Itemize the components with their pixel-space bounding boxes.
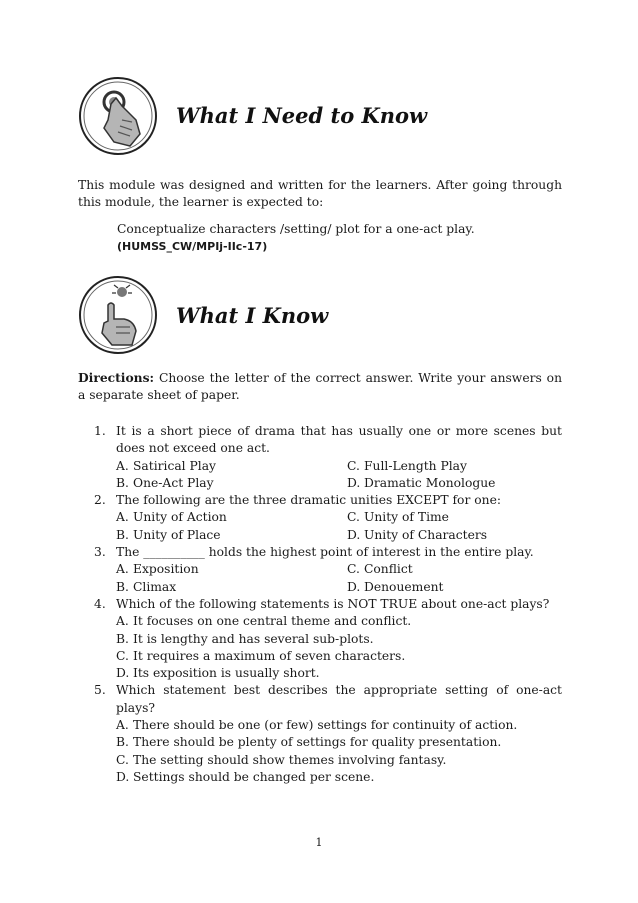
directions-text: Choose the letter of the correct answer. Write your answers on a separate sheet of paper. (78, 371, 562, 402)
option-text: Full-Length Play (364, 458, 467, 473)
answer-option (116, 579, 347, 596)
option-letter: B. (116, 631, 129, 646)
option-text: Denouement (364, 579, 444, 594)
option-text: Dramatic Monologue (364, 475, 496, 490)
option-letter: B. (116, 735, 129, 750)
option-letter: C. (116, 752, 129, 767)
option-letter: D. (347, 579, 361, 594)
answer-options (116, 561, 562, 596)
answer-option (116, 769, 562, 786)
option-text: It is lengthy and has several sub-plots. (133, 631, 374, 646)
option-text: It focuses on one central theme and conflict. (133, 614, 412, 629)
option-letter: C. (347, 458, 360, 473)
option-text: One-Act Play (133, 475, 214, 490)
question-text: Which of the following statements is NOT TRUE about one-act plays? (116, 596, 550, 611)
option-letter: D. (116, 666, 130, 681)
question-list (78, 423, 562, 786)
answer-option (347, 458, 562, 475)
answer-option (116, 561, 347, 578)
question-item (78, 423, 562, 492)
section-title: What I Need to Know (176, 103, 428, 128)
section-header-what-i-know (78, 275, 558, 355)
question-item (78, 596, 562, 682)
option-letter: D. (116, 769, 130, 784)
option-text: Unity of Action (133, 510, 227, 525)
option-letter: A. (116, 458, 129, 473)
pointing-hand-icon (78, 76, 158, 156)
answer-option (347, 509, 562, 526)
option-letter: D. (347, 475, 361, 490)
page-number: 1 (315, 836, 323, 849)
question-text: Which statement best describes the appropriate setting of one-act plays? (116, 683, 562, 715)
competency-code: (HUMSS_CW/MPIj-IIc-17) (117, 240, 268, 253)
answer-option (116, 631, 562, 648)
question-number: 2. (94, 493, 106, 508)
answer-options (116, 509, 562, 544)
answer-option (116, 509, 347, 526)
raised-finger-idea-icon (78, 275, 158, 355)
question-number: 5. (94, 683, 106, 698)
question-item (78, 544, 562, 596)
section-title: What I Know (176, 303, 329, 328)
option-text: Unity of Place (133, 527, 221, 542)
answer-option (116, 648, 562, 665)
option-text: Conflict (364, 562, 413, 577)
answer-option (116, 527, 347, 544)
answer-option (347, 561, 562, 578)
directions-label: Directions: (78, 370, 155, 385)
option-letter: A. (116, 718, 129, 733)
option-letter: C. (347, 562, 360, 577)
question-item (78, 682, 562, 786)
answer-option (116, 734, 562, 751)
answer-options (116, 717, 562, 786)
option-letter: D. (347, 527, 361, 542)
question-text: It is a short piece of drama that has usually one or more scenes but does not exceed one act. (116, 424, 562, 456)
answer-option (116, 752, 562, 769)
learning-objective: Conceptualize characters /setting/ plot for a one-act play. (117, 222, 475, 236)
question-number: 3. (94, 545, 106, 560)
option-text: Settings should be changed per scene. (133, 769, 375, 784)
section-header-need-to-know (78, 76, 558, 156)
directions-paragraph (78, 369, 562, 404)
question-text: The __________ holds the highest point of interest in the entire play. (116, 545, 534, 560)
option-text: Climax (133, 579, 177, 594)
intro-paragraph: This module was designed and written for the learners. After going through this module, the learner is expected to: (78, 178, 562, 209)
option-letter: B. (116, 527, 129, 542)
answer-option (347, 579, 562, 596)
option-letter: C. (347, 510, 360, 525)
option-text: Satirical Play (133, 458, 216, 473)
answer-option (116, 458, 347, 475)
option-text: Unity of Time (364, 510, 449, 525)
answer-options (116, 613, 562, 682)
question-number: 4. (94, 596, 106, 611)
option-text: Its exposition is usually short. (133, 666, 320, 681)
option-letter: A. (116, 614, 129, 629)
option-letter: C. (116, 648, 129, 663)
answer-option (347, 475, 562, 492)
option-letter: A. (116, 562, 129, 577)
option-letter: B. (116, 475, 129, 490)
question-text: The following are the three dramatic unities EXCEPT for one: (116, 493, 501, 508)
answer-option (347, 527, 562, 544)
option-text: There should be one (or few) settings for continuity of action. (133, 718, 518, 733)
option-letter: A. (116, 510, 129, 525)
option-text: Exposition (133, 562, 199, 577)
answer-option (116, 665, 562, 682)
answer-option (116, 475, 347, 492)
question-number: 1. (94, 424, 106, 438)
answer-option (116, 717, 562, 734)
option-text: It requires a maximum of seven characters. (133, 648, 406, 663)
answer-option (116, 613, 562, 630)
option-text: Unity of Characters (364, 527, 488, 542)
option-letter: B. (116, 579, 129, 594)
answer-options (116, 458, 562, 493)
question-item (78, 492, 562, 544)
option-text: The setting should show themes involving fantasy. (133, 752, 447, 767)
option-text: There should be plenty of settings for quality presentation. (133, 735, 502, 750)
